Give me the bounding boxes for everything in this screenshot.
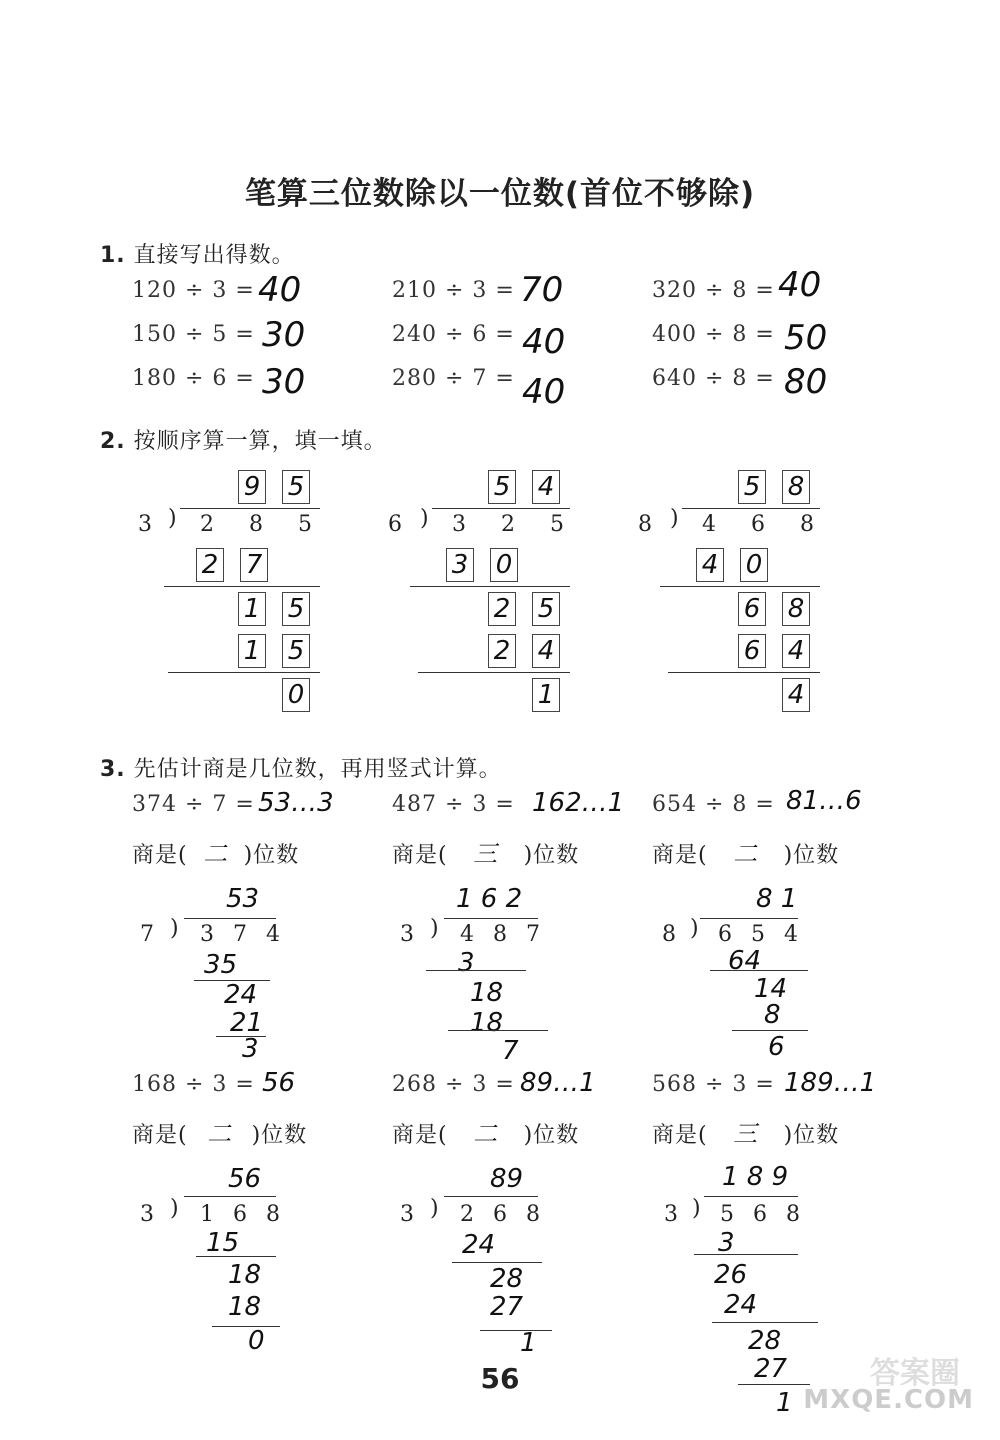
subtraction-line <box>410 586 570 587</box>
subtraction-line <box>660 586 820 587</box>
subtraction-line <box>448 1030 548 1031</box>
step: 28 <box>490 1264 524 1294</box>
product-box[interactable]: 6 <box>738 634 766 668</box>
q1-number: 1. <box>100 243 126 268</box>
step: 24 <box>724 1290 758 1320</box>
q1-expr: 120 ÷ 3 = <box>132 278 255 303</box>
q3-answer: 162…1 <box>532 788 625 818</box>
divisor: 8 <box>662 922 676 947</box>
digit-count-answer: 二 <box>733 840 759 868</box>
q1-answer: 40 <box>778 265 822 305</box>
divisor: 3 <box>140 1202 154 1227</box>
digit-count-label: 商是( 二 )位数 <box>132 1114 307 1149</box>
digit-count-label: 商是( 二 )位数 <box>392 1114 579 1149</box>
divisor: 7 <box>140 922 154 947</box>
step: 1 <box>776 1388 793 1418</box>
digit-count-label: 商是( 三 )位数 <box>392 834 579 869</box>
remainder-box[interactable]: 5 <box>532 592 560 626</box>
product-box[interactable]: 0 <box>740 548 768 582</box>
q1-text: 直接写出得数。 <box>133 243 295 268</box>
dividend: 2 8 5 <box>200 512 326 537</box>
division-bracket: ) <box>430 1196 439 1221</box>
product-box[interactable]: 4 <box>696 548 724 582</box>
divisor: 3 <box>400 922 414 947</box>
remainder-box[interactable]: 5 <box>282 592 310 626</box>
q1-answer: 40 <box>258 270 302 310</box>
step: 28 <box>748 1326 782 1356</box>
q3-answer: 56 <box>262 1068 296 1098</box>
q2-text: 按顺序算一算，填一填。 <box>133 429 387 454</box>
dividend: 4 8 7 <box>460 922 546 947</box>
product-box[interactable]: 2 <box>488 634 516 668</box>
remainder-box[interactable]: 1 <box>238 592 266 626</box>
subtraction-line <box>426 970 526 971</box>
divisor: 8 <box>638 512 652 537</box>
step: 64 <box>728 946 762 976</box>
q3-expr: 487 ÷ 3 = <box>392 792 515 817</box>
division-bracket: ) <box>170 1196 179 1221</box>
division-bracket: ) <box>690 916 699 941</box>
dividend: 6 5 4 <box>718 922 804 947</box>
step: 27 <box>754 1354 788 1384</box>
digit-count-answer: 三 <box>473 840 499 868</box>
q3-number: 3. <box>100 757 126 782</box>
division-bar <box>432 508 570 509</box>
q3-expr: 168 ÷ 3 = <box>132 1072 255 1097</box>
subtraction-line <box>732 1030 808 1031</box>
digit-count-answer: 二 <box>207 1120 233 1148</box>
final-remainder-box[interactable]: 1 <box>532 678 560 712</box>
final-remainder-box[interactable]: 4 <box>782 678 810 712</box>
subtraction-line <box>212 1326 280 1327</box>
subtraction-line <box>694 1254 798 1255</box>
q3-answer: 89…1 <box>520 1068 596 1098</box>
q2-number: 2. <box>100 429 126 454</box>
divisor: 6 <box>388 512 402 537</box>
q1-expr: 400 ÷ 8 = <box>652 322 775 347</box>
division-bar <box>180 508 320 509</box>
subtraction-line <box>418 672 570 673</box>
q3-text: 先估计商是几位数，再用竖式计算。 <box>133 757 502 782</box>
digit-count-answer: 二 <box>473 1120 499 1148</box>
page-title: 笔算三位数除以一位数(首位不够除) <box>244 176 756 212</box>
step: 6 <box>768 1032 785 1062</box>
final-remainder-box[interactable]: 0 <box>282 678 310 712</box>
remainder-box[interactable]: 6 <box>738 592 766 626</box>
q3-expr: 654 ÷ 8 = <box>652 792 775 817</box>
quotient-box[interactable]: 8 <box>782 470 810 504</box>
quotient-box[interactable]: 9 <box>238 470 266 504</box>
division-bar <box>682 508 820 509</box>
subtraction-line <box>196 1256 276 1257</box>
dividend: 3 7 4 <box>200 922 286 947</box>
q1-expr: 150 ÷ 5 = <box>132 322 255 347</box>
division-bracket: ) <box>692 1196 701 1221</box>
division-bracket: ) <box>420 506 429 531</box>
q1-answer: 80 <box>784 362 828 402</box>
dividend: 4 6 8 <box>702 512 828 537</box>
digit-count-label: 商是( 三 )位数 <box>652 1114 839 1149</box>
step: 1 <box>520 1328 537 1358</box>
q1-expr: 180 ÷ 6 = <box>132 366 255 391</box>
product-box[interactable]: 3 <box>446 548 474 582</box>
q1-answer: 30 <box>262 315 306 355</box>
quotient-box[interactable]: 5 <box>282 470 310 504</box>
division-bracket: ) <box>168 506 177 531</box>
product-box[interactable]: 4 <box>532 634 560 668</box>
divisor: 3 <box>664 1202 678 1227</box>
digit-count-answer: 二 <box>203 840 229 868</box>
step: 18 <box>228 1260 262 1290</box>
digit-count-label: 商是( 二 )位数 <box>652 834 839 869</box>
q1-answer: 30 <box>262 362 306 402</box>
subtraction-line <box>668 672 820 673</box>
division-bar <box>184 1196 276 1197</box>
step: 18 <box>470 978 504 1008</box>
remainder-box[interactable]: 2 <box>488 592 516 626</box>
q3-heading <box>100 752 502 783</box>
q1-expr: 320 ÷ 8 = <box>652 278 775 303</box>
q3-answer: 81…6 <box>786 786 862 816</box>
quotient: 1 6 2 <box>456 884 523 914</box>
quotient: 53 <box>226 884 260 914</box>
step: 3 <box>458 948 475 978</box>
step: 24 <box>224 980 258 1010</box>
step: 3 <box>242 1034 259 1064</box>
quotient: 56 <box>228 1164 262 1194</box>
subtraction-line <box>452 1262 542 1263</box>
division-bracket: ) <box>170 916 179 941</box>
q1-expr: 280 ÷ 7 = <box>392 366 515 391</box>
quotient: 1 8 9 <box>722 1162 789 1192</box>
step: 24 <box>462 1230 496 1260</box>
step: 18 <box>470 1008 504 1038</box>
watermark-logo: 答案圈 <box>870 1356 960 1391</box>
dividend: 2 6 8 <box>460 1202 546 1227</box>
step: 0 <box>248 1326 265 1356</box>
q1-answer: 50 <box>784 318 828 358</box>
division-bracket: ) <box>670 506 679 531</box>
dividend: 3 2 5 <box>452 512 578 537</box>
q1-answer: 70 <box>520 270 564 310</box>
step: 8 <box>764 1000 781 1030</box>
subtraction-line <box>710 970 808 971</box>
divisor: 3 <box>400 1202 414 1227</box>
dividend: 5 6 8 <box>720 1202 806 1227</box>
division-bracket: ) <box>430 916 439 941</box>
quotient: 89 <box>490 1164 524 1194</box>
product-box[interactable]: 0 <box>490 548 518 582</box>
watermark: MXQE.COM <box>803 1385 974 1415</box>
division-bar <box>184 918 276 919</box>
q3-expr: 568 ÷ 3 = <box>652 1072 775 1097</box>
product-box[interactable]: 7 <box>240 548 268 582</box>
step: 27 <box>490 1292 524 1322</box>
division-bar <box>444 918 538 919</box>
q3-answer: 189…1 <box>784 1068 877 1098</box>
step: 14 <box>754 974 788 1004</box>
remainder-box[interactable]: 8 <box>782 592 810 626</box>
q1-answer: 40 <box>522 372 566 412</box>
quotient: 8 1 <box>756 884 798 914</box>
q1-expr: 210 ÷ 3 = <box>392 278 515 303</box>
q3-expr: 374 ÷ 7 = <box>132 792 255 817</box>
product-box[interactable]: 1 <box>238 634 266 668</box>
step: 3 <box>718 1228 735 1258</box>
subtraction-line <box>480 1330 552 1331</box>
step: 21 <box>230 1008 264 1038</box>
division-bar <box>700 918 798 919</box>
q1-heading <box>100 238 295 269</box>
q3-answer: 53…3 <box>258 788 334 818</box>
digit-count-answer: 三 <box>733 1120 759 1148</box>
q1-expr: 640 ÷ 8 = <box>652 366 775 391</box>
page-number: 56 <box>480 1362 520 1395</box>
step: 18 <box>228 1292 262 1322</box>
dividend: 1 6 8 <box>200 1202 286 1227</box>
step: 15 <box>206 1228 240 1258</box>
step: 7 <box>502 1036 519 1066</box>
q1-answer: 40 <box>522 322 566 362</box>
q1-expr: 240 ÷ 6 = <box>392 322 515 347</box>
product-box[interactable]: 2 <box>196 548 224 582</box>
quotient-box[interactable]: 4 <box>532 470 560 504</box>
product-box[interactable]: 4 <box>782 634 810 668</box>
digit-count-label: 商是( 二 )位数 <box>132 834 299 869</box>
product-box[interactable]: 5 <box>282 634 310 668</box>
division-bar <box>704 1196 798 1197</box>
quotient-box[interactable]: 5 <box>488 470 516 504</box>
step: 35 <box>204 950 238 980</box>
quotient-box[interactable]: 5 <box>738 470 766 504</box>
q3-expr: 268 ÷ 3 = <box>392 1072 515 1097</box>
divisor: 3 <box>138 512 152 537</box>
step: 26 <box>714 1260 748 1290</box>
q2-heading <box>100 424 387 455</box>
subtraction-line <box>164 586 320 587</box>
division-bar <box>444 1196 538 1197</box>
subtraction-line <box>712 1322 818 1323</box>
subtraction-line <box>168 672 320 673</box>
